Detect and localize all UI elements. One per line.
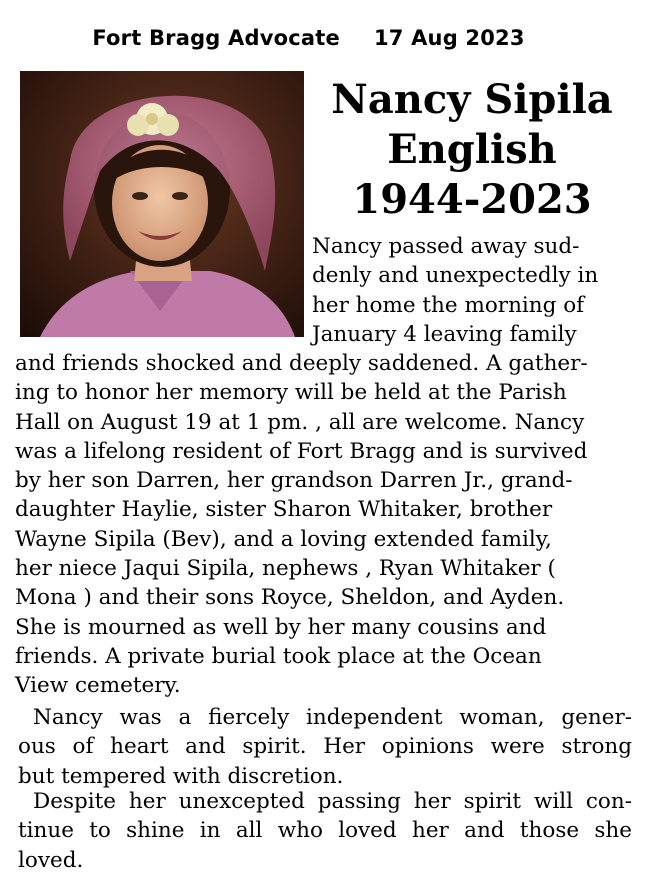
text-line: View cemetery. <box>15 673 181 699</box>
publication-date: 17 Aug 2023 <box>373 26 525 50</box>
text-line: Despite her unexcepted passing her spirit will con- <box>33 789 632 814</box>
text-line: but tempered with discretion. <box>18 763 344 789</box>
obituary-paragraph-2 <box>15 703 632 791</box>
text-line: ing to honor her memory will be held at the Parish <box>15 380 567 406</box>
text-line: loved. <box>18 847 84 873</box>
obituary-paragraph-1 <box>15 349 615 701</box>
publication-name: Fort Bragg Advocate <box>92 26 340 50</box>
text-line: daughter Haylie, sister Sharon Whitaker, brother <box>15 497 553 523</box>
text-line: January 4 leaving family <box>312 321 577 347</box>
title-name-line1: Nancy Sipila <box>331 76 613 123</box>
text-line: Wayne Sipila (Bev), and a loving extended family, <box>15 526 552 552</box>
publication-header <box>0 26 617 50</box>
text-line: and friends shocked and deeply saddened. A gather- <box>15 351 588 376</box>
portrait-image <box>20 71 304 337</box>
text-line: by her son Darren, her grandson Darren Jr., grand- <box>15 468 573 494</box>
text-line: friends. A private burial took place at the Ocean <box>15 643 542 669</box>
text-line: was a lifelong resident of Fort Bragg and is survived <box>15 438 588 464</box>
text-line: tinue to shine in all who loved her and those she <box>18 818 632 844</box>
obituary-paragraph-3 <box>15 787 632 875</box>
text-line: her home the morning of <box>312 292 585 318</box>
obituary-title <box>312 75 632 225</box>
title-name-line2: English <box>387 126 557 173</box>
text-line: Mona ) and their sons Royce, Sheldon, and Ayden. <box>15 585 565 611</box>
text-line: ous of heart and spirit. Her opinions were strong <box>18 734 632 760</box>
portrait-photo <box>20 71 304 337</box>
text-line: denly and unexpectedly in <box>312 263 599 289</box>
text-line: She is mourned as well by her many cousins and <box>15 614 547 640</box>
obituary-wrap-text <box>312 232 612 349</box>
text-line: Nancy was a fiercely independent woman, gener- <box>33 705 632 730</box>
text-line: her niece Jaqui Sipila, nephews , Ryan Whitaker ( <box>15 556 556 582</box>
title-years: 1944-2023 <box>352 176 592 223</box>
text-line: Hall on August 19 at 1 pm. , all are welcome. Nancy <box>15 409 585 435</box>
text-line: Nancy passed away sud- <box>312 234 580 259</box>
